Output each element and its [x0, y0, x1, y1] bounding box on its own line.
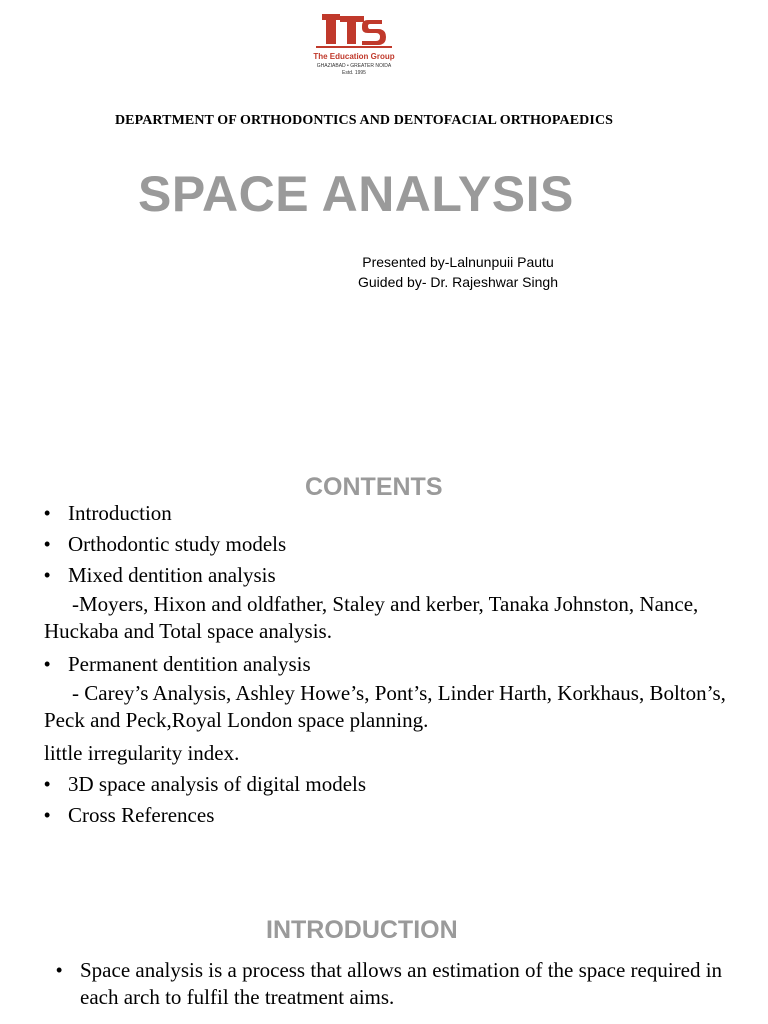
contents-list — [44, 498, 744, 831]
list-subitem-text: - Carey’s Analysis, Ashley Howe’s, Pont’s, Linder Harth, Korkhaus, Bolton’s, Peck and Peck,Royal London space planning. — [44, 681, 726, 732]
list-item — [44, 649, 744, 680]
list-item — [44, 560, 744, 591]
list-subitem-text: -Moyers, Hixon and oldfather, Staley and kerber, Tanaka Johnston, Nance, Huckaba and Total space analysis. — [44, 592, 699, 643]
bullet-icon: • — [44, 774, 51, 794]
introduction-heading: INTRODUCTION — [266, 916, 458, 944]
list-item — [44, 800, 744, 831]
bullet-icon: • — [44, 805, 51, 825]
document-title: SPACE ANALYSIS — [138, 166, 574, 222]
logo-established: Estd. 1995 — [342, 70, 366, 76]
list-item-text: 3D space analysis of digital models — [68, 772, 367, 796]
list-item — [44, 769, 744, 800]
bullet-icon: • — [44, 565, 51, 585]
list-item-text: Orthodontic study models — [68, 532, 287, 556]
bullet-icon: • — [56, 960, 63, 980]
list-item — [44, 529, 744, 560]
bullet-icon: • — [44, 503, 51, 523]
list-continuation: little irregularity index. — [44, 741, 240, 765]
contents-heading: CONTENTS — [305, 473, 443, 501]
list-subitem — [44, 591, 744, 649]
logo-location: GHAZIABAD • GREATER NOIDA — [316, 63, 392, 69]
list-item — [44, 498, 744, 529]
introduction-paragraph — [56, 957, 730, 1011]
list-item-text: Mixed dentition analysis — [68, 563, 276, 587]
list-item-text: Permanent dentition analysis — [68, 652, 311, 676]
institution-logo — [306, 12, 402, 80]
bullet-icon: • — [44, 534, 51, 554]
list-item-text: Cross References — [68, 803, 215, 827]
presenter-block — [300, 252, 616, 292]
department-name: DEPARTMENT OF ORTHODONTICS AND DENTOFACIAL ORTHOPAEDICS — [114, 113, 614, 128]
list-subitem — [44, 680, 744, 738]
guided-by: Guided by- Dr. Rajeshwar Singh — [358, 274, 558, 290]
presented-by: Presented by-Lalnunpuii Pautu — [362, 254, 554, 270]
logo-tagline: The Education Group — [313, 52, 395, 61]
bullet-icon: • — [44, 654, 51, 674]
introduction-text: Space analysis is a process that allows an estimation of the space required in each arch to fulfil the treatment aims. — [80, 958, 723, 1009]
list-item-text: Introduction — [68, 501, 172, 525]
